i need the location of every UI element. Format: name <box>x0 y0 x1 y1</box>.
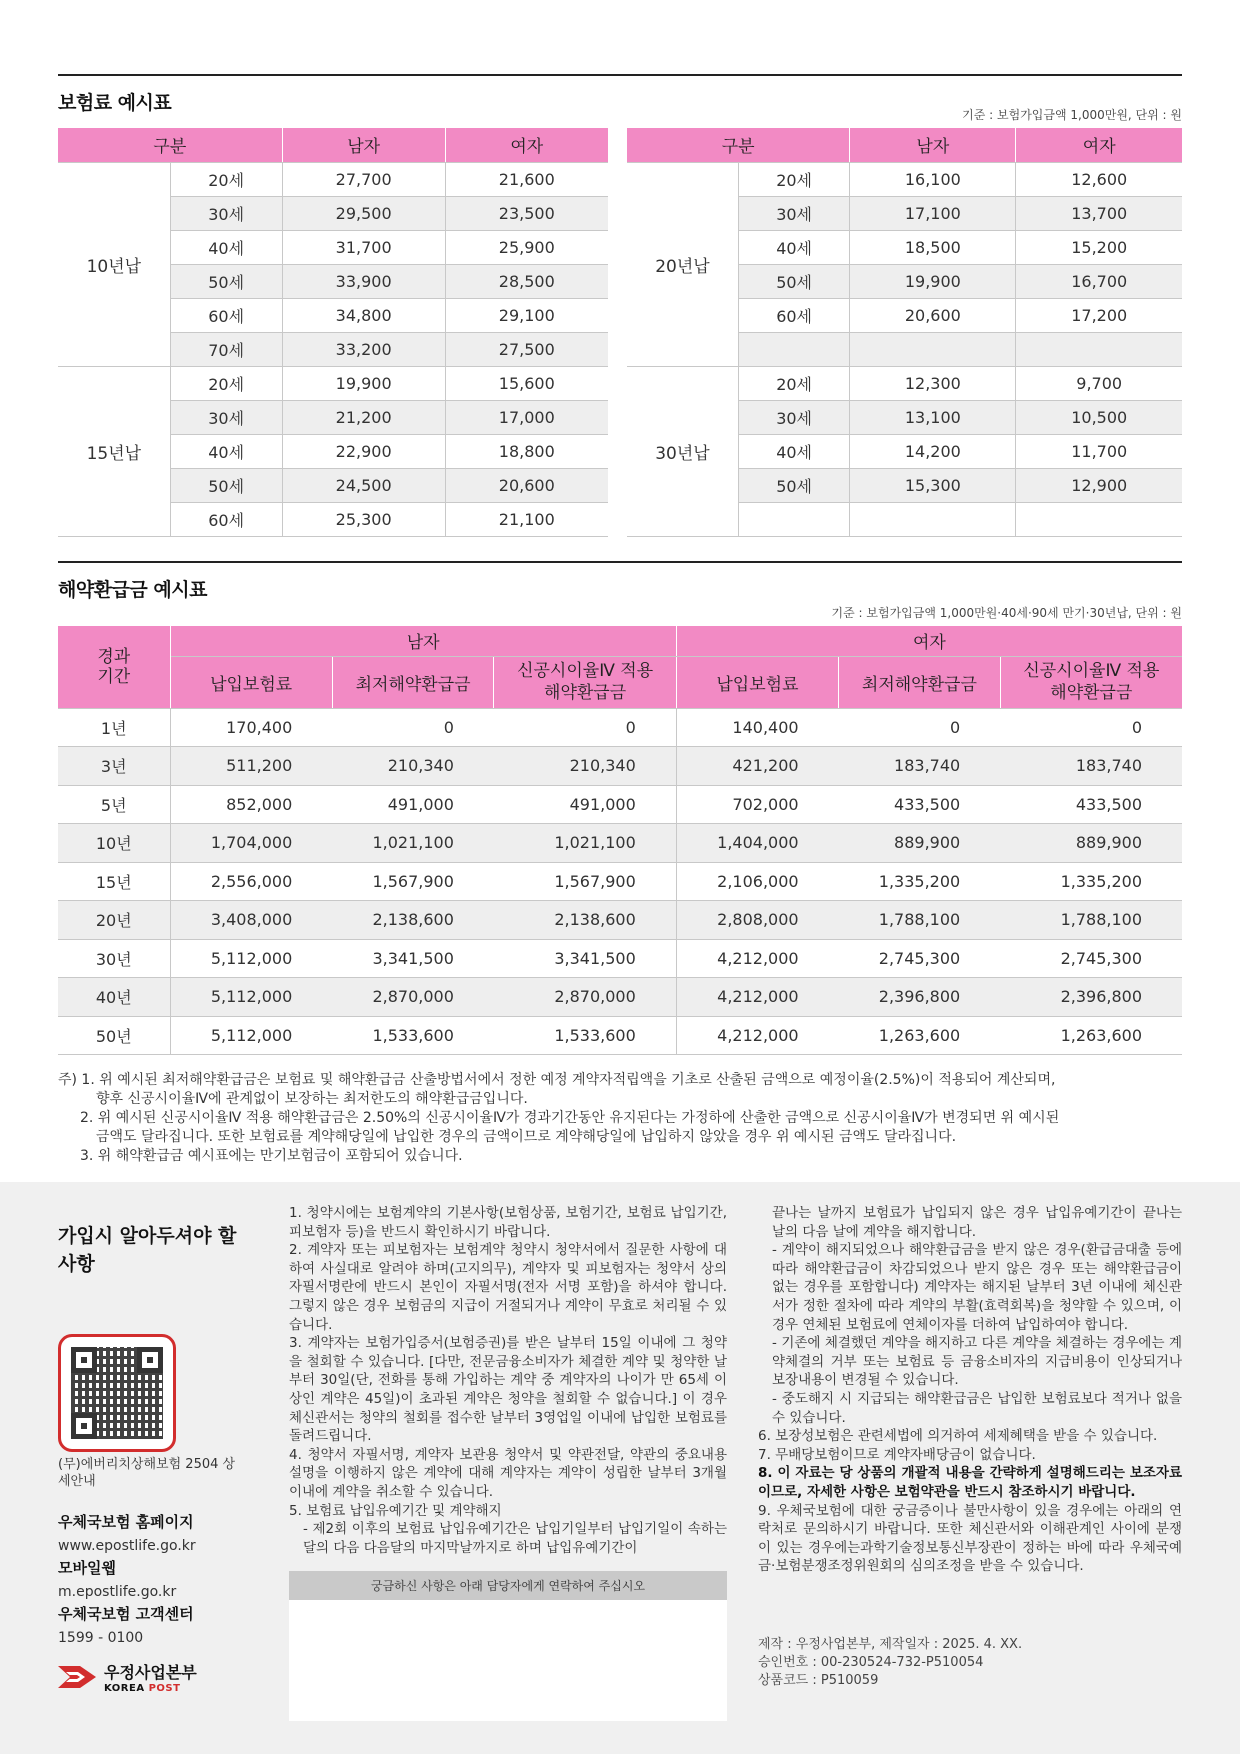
logo-text-ko: 우정사업본부 <box>104 1663 197 1682</box>
refund-row <box>58 939 1182 978</box>
notice-item: 5. 보험료 납입유예기간 및 계약해지 <box>289 1502 502 1519</box>
logo-text-en: KOREA POST <box>104 1683 181 1694</box>
premium-row <box>58 162 608 196</box>
age-cell: 40세 <box>738 434 849 468</box>
mobile-label: 모바일웹 <box>58 1559 116 1577</box>
female-cell: 12,600 <box>1016 162 1182 196</box>
female-cell: 17,000 <box>445 400 608 434</box>
premium-row <box>58 366 608 400</box>
age-cell: 30세 <box>170 196 282 230</box>
age-cell: 50세 <box>738 264 849 298</box>
age-cell: 60세 <box>738 298 849 332</box>
amount-cell: 2,138,600 <box>332 901 494 940</box>
notice-column-2 <box>758 1204 1182 1576</box>
production-meta <box>758 1636 1022 1690</box>
age-cell: 30세 <box>738 400 849 434</box>
premium-row <box>627 162 1182 196</box>
amount-cell: 183,740 <box>1000 747 1182 786</box>
refund-row <box>58 862 1182 901</box>
male-cell: 16,100 <box>850 162 1016 196</box>
amount-cell: 2,808,000 <box>676 901 838 940</box>
note-line: 금액도 달라집니다. 또한 보험료를 계약해당일에 납입한 경우의 금액이므로 계약해당일에 납입하지 않았을 경우 위 예시된 금액도 달라집니다. <box>96 1129 957 1145</box>
amount-cell: 2,138,600 <box>494 901 676 940</box>
meta-line: 상품코드 : P510059 <box>758 1673 879 1688</box>
header-male: 남자 <box>170 626 676 656</box>
period-cell: 40년 <box>58 978 170 1017</box>
male-cell: 12,300 <box>850 366 1016 400</box>
amount-cell: 433,500 <box>839 785 1001 824</box>
amount-cell: 1,788,100 <box>839 901 1001 940</box>
amount-cell: 140,400 <box>676 708 838 747</box>
refund-basis: 기준 : 보험가입금액 1,000만원·40세·90세 만기·30년납, 단위 : 원 <box>831 606 1182 620</box>
qr-caption: (무)에버리치상해보험 2504 상세안내 <box>58 1457 236 1489</box>
refund-row <box>58 901 1182 940</box>
refund-row <box>58 747 1182 786</box>
premium-basis: 기준 : 보험가입금액 1,000만원, 단위 : 원 <box>962 108 1182 122</box>
female-cell: 15,600 <box>445 366 608 400</box>
premium-title: 보험료 예시표 <box>58 92 172 114</box>
amount-cell: 2,870,000 <box>494 978 676 1017</box>
female-cell: 21,600 <box>445 162 608 196</box>
notice-item: - 제2회 이후의 보험료 납입유예기간은 납입기일부터 납입기일이 속하는 달의 다음 다음달의 마지막날까지로 하며 납입유예기간이 <box>303 1521 727 1556</box>
amount-cell: 0 <box>494 708 676 747</box>
male-cell <box>850 332 1016 366</box>
header-category: 구분 <box>58 128 282 162</box>
meta-line: 승인번호 : 00-230524-732-P510054 <box>758 1655 984 1670</box>
amount-cell: 889,900 <box>839 824 1001 863</box>
notice-item: 1. 청약시에는 보험계약의 기본사항(보험상품, 보험기간, 보험료 납입기간, 피보험자 등)을 반드시 확인하시기 바랍니다. <box>289 1205 727 1240</box>
period-cell: 10년 <box>58 824 170 863</box>
amount-cell: 183,740 <box>839 747 1001 786</box>
age-cell: 40세 <box>170 230 282 264</box>
period-cell: 20년 <box>58 901 170 940</box>
premium-table-right <box>627 128 1182 537</box>
header-paid-premium: 납입보험료 <box>170 656 332 708</box>
header-rate-refund: 신공시이율Ⅳ 적용 해약환급금 <box>494 656 676 708</box>
period-cell: 1년 <box>58 708 170 747</box>
refund-row <box>58 708 1182 747</box>
age-cell: 40세 <box>170 434 282 468</box>
amount-cell: 1,788,100 <box>1000 901 1182 940</box>
age-cell: 50세 <box>738 468 849 502</box>
male-cell: 13,100 <box>850 400 1016 434</box>
age-cell: 20세 <box>170 366 282 400</box>
header-category: 구분 <box>627 128 850 162</box>
amount-cell: 433,500 <box>1000 785 1182 824</box>
female-cell <box>1016 332 1182 366</box>
notice-item: - 중도해지 시 지급되는 해약환급금은 납입한 보험료보다 적거나 없을 수 있습니다. <box>772 1390 1182 1426</box>
amount-cell: 2,870,000 <box>332 978 494 1017</box>
age-cell: 60세 <box>170 502 282 536</box>
notice-item: - 기존에 체결했던 계약을 해지하고 다른 계약을 체결하는 경우에는 계약체결의 거부 또는 보험료 등 금융소비자의 지급비용이 인상되거나 보장내용이 변경될 수 있습니다. <box>772 1335 1182 1389</box>
header-female: 여자 <box>1016 128 1182 162</box>
center-phone: 1599 - 0100 <box>58 1630 144 1646</box>
amount-cell: 1,021,100 <box>332 824 494 863</box>
payment-period-cell: 30년납 <box>627 366 738 536</box>
header-min-refund: 최저해약환급금 <box>332 656 494 708</box>
premium-row <box>627 366 1182 400</box>
age-cell: 50세 <box>170 468 282 502</box>
female-cell: 13,700 <box>1016 196 1182 230</box>
age-cell: 40세 <box>738 230 849 264</box>
header-rate-refund: 신공시이율Ⅳ 적용 해약환급금 <box>1000 656 1182 708</box>
amount-cell: 1,335,200 <box>1000 862 1182 901</box>
male-cell: 20,600 <box>850 298 1016 332</box>
female-cell: 17,200 <box>1016 298 1182 332</box>
male-cell: 24,500 <box>282 468 445 502</box>
male-cell <box>850 502 1016 536</box>
amount-cell: 1,533,600 <box>494 1016 676 1055</box>
female-cell: 16,700 <box>1016 264 1182 298</box>
amount-cell: 1,567,900 <box>332 862 494 901</box>
age-cell: 30세 <box>170 400 282 434</box>
amount-cell: 5,112,000 <box>170 978 332 1017</box>
age-cell: 20세 <box>738 366 849 400</box>
note-line: 2. 위 예시된 신공시이율Ⅳ 적용 해약환급금은 2.50%의 신공시이율Ⅳ가 경과기간동안 유지된다는 가정하에 산출한 금액으로 신공시이율Ⅳ가 변경되면 위 예시된 <box>80 1110 1060 1126</box>
female-cell: 15,200 <box>1016 230 1182 264</box>
korea-post-logo <box>58 1660 197 1694</box>
male-cell: 22,900 <box>282 434 445 468</box>
notice-item: 2. 계약자 또는 피보험자는 보험계약 청약시 청약서에서 질문한 사항에 대하여 사실대로 알려야 하며(고지의무), 계약자 및 피보험자는 청약서 상의 자필서명란에 반드시 본인이 자필서명(전자 서명 포함)을 하셔야 합니다. 그렇지 않은 경우 보험금의 지급이 거절되거나 계약이 무효로 처리될 수 있습니다. <box>289 1242 727 1333</box>
age-cell <box>738 502 849 536</box>
female-cell: 12,900 <box>1016 468 1182 502</box>
age-cell: 60세 <box>170 298 282 332</box>
header-female: 여자 <box>676 626 1182 656</box>
amount-cell: 0 <box>332 708 494 747</box>
header-female: 여자 <box>445 128 608 162</box>
qr-code-icon[interactable] <box>58 1334 176 1452</box>
notice-item: - 계약이 해지되었으나 해약환급금을 받지 않은 경우(환급금대출 등에 따라 해약환급금이 차감되었으나 받지 않은 경우 또는 해약환급금이 없는 경우를 포함합니다) 계약자는 해지된 날부터 3년 이내에 체신관서가 정한 절차에 따라 계약의 부활(효력회복)을 청약할 수 있으며, 이 경우 연체된 보험료에 연체이자를 더하여 납입하여야 합니다. <box>772 1242 1182 1333</box>
period-cell: 3년 <box>58 747 170 786</box>
amount-cell: 3,341,500 <box>494 939 676 978</box>
header-paid-premium: 납입보험료 <box>676 656 838 708</box>
notice-column-1 <box>289 1204 727 1557</box>
female-cell: 10,500 <box>1016 400 1182 434</box>
amount-cell: 1,533,600 <box>332 1016 494 1055</box>
female-cell: 18,800 <box>445 434 608 468</box>
female-cell: 21,100 <box>445 502 608 536</box>
refund-row <box>58 1016 1182 1055</box>
payment-period-cell: 15년납 <box>58 366 170 536</box>
male-cell: 14,200 <box>850 434 1016 468</box>
age-cell: 20세 <box>738 162 849 196</box>
male-cell: 33,900 <box>282 264 445 298</box>
amount-cell: 421,200 <box>676 747 838 786</box>
payment-period-cell: 20년납 <box>627 162 738 366</box>
male-cell: 27,700 <box>282 162 445 196</box>
female-cell <box>1016 502 1182 536</box>
header-min-refund: 최저해약환급금 <box>839 656 1001 708</box>
meta-line: 제작 : 우정사업본부, 제작일자 : 2025. 4. XX. <box>758 1637 1023 1652</box>
amount-cell: 511,200 <box>170 747 332 786</box>
period-cell: 50년 <box>58 1016 170 1055</box>
amount-cell: 2,556,000 <box>170 862 332 901</box>
notice-item: 3. 계약자는 보험가입증서(보험증권)를 받은 날부터 15일 이내에 그 청약을 철회할 수 있습니다. [다만, 전문금융소비자가 체결한 계약 및 청약한 날부터 30일(단, 전화를 통해 가입하는 계약 중 계약자의 나이가 만 65세 이상인 계약은 45일)이 초과된 계약은 청약을 철회할 수 없습니다.] 이 경우 체신관서는 청약의 철회를 접수한 날부터 3영업일 이내에 납입한 보험료를 돌려드립니다. <box>289 1335 727 1445</box>
header-male: 남자 <box>282 128 445 162</box>
female-cell: 23,500 <box>445 196 608 230</box>
mobile-link[interactable]: m.epostlife.go.kr <box>58 1584 177 1600</box>
amount-cell: 1,021,100 <box>494 824 676 863</box>
refund-table <box>58 626 1182 1055</box>
female-cell: 27,500 <box>445 332 608 366</box>
amount-cell: 1,335,200 <box>839 862 1001 901</box>
amount-cell: 1,263,600 <box>839 1016 1001 1055</box>
amount-cell: 852,000 <box>170 785 332 824</box>
amount-cell: 0 <box>1000 708 1182 747</box>
refund-row <box>58 978 1182 1017</box>
male-cell: 21,200 <box>282 400 445 434</box>
homepage-label: 우체국보험 홈페이지 <box>58 1513 194 1531</box>
amount-cell: 2,106,000 <box>676 862 838 901</box>
amount-cell: 0 <box>839 708 1001 747</box>
male-cell: 17,100 <box>850 196 1016 230</box>
period-cell: 15년 <box>58 862 170 901</box>
male-cell: 19,900 <box>850 264 1016 298</box>
notice-item-bold: 8. 이 자료는 당 상품의 개괄적 내용을 간략하게 설명해드리는 보조자료 이므로, 자세한 사항은 보험약관을 반드시 참조하시기 바랍니다. <box>758 1465 1182 1500</box>
amount-cell: 210,340 <box>332 747 494 786</box>
male-cell: 25,300 <box>282 502 445 536</box>
age-cell: 30세 <box>738 196 849 230</box>
note-line: 3. 위 해약환급금 예시표에는 만기보험금이 포함되어 있습니다. <box>80 1148 463 1164</box>
amount-cell: 170,400 <box>170 708 332 747</box>
section-rule <box>58 74 1182 76</box>
amount-cell: 4,212,000 <box>676 939 838 978</box>
female-cell: 9,700 <box>1016 366 1182 400</box>
amount-cell: 210,340 <box>494 747 676 786</box>
period-cell: 30년 <box>58 939 170 978</box>
amount-cell: 4,212,000 <box>676 978 838 1017</box>
info-title: 가입시 알아두셔야 할 사항 <box>58 1225 237 1275</box>
amount-cell: 2,396,800 <box>1000 978 1182 1017</box>
refund-title: 해약환급금 예시표 <box>58 579 207 601</box>
male-cell: 33,200 <box>282 332 445 366</box>
refund-row <box>58 824 1182 863</box>
header-period: 경과 기간 <box>58 626 170 708</box>
male-cell: 15,300 <box>850 468 1016 502</box>
korea-post-logo-icon <box>58 1662 96 1692</box>
male-cell: 29,500 <box>282 196 445 230</box>
contact-box <box>289 1571 727 1721</box>
amount-cell: 5,112,000 <box>170 1016 332 1055</box>
female-cell: 25,900 <box>445 230 608 264</box>
age-cell: 70세 <box>170 332 282 366</box>
amount-cell: 2,745,300 <box>1000 939 1182 978</box>
amount-cell: 1,704,000 <box>170 824 332 863</box>
notice-item: 4. 청약서 자필서명, 계약자 보관용 청약서 및 약관전달, 약관의 중요내용 설명을 이행하지 않은 계약에 대해 계약자는 계약이 성립한 날부터 3개월 이내에 계약을 취소할 수 있습니다. <box>289 1446 727 1500</box>
notice-item: 끝나는 날까지 보험료가 납입되지 않은 경우 납입유예기간이 끝나는 날의 다음 날에 계약을 해지합니다. <box>772 1205 1182 1240</box>
amount-cell: 3,408,000 <box>170 901 332 940</box>
amount-cell: 5,112,000 <box>170 939 332 978</box>
homepage-link[interactable]: www.epostlife.go.kr <box>58 1538 196 1554</box>
notice-item: 6. 보장성보험은 관련세법에 의거하여 세제혜택을 받을 수 있습니다. <box>758 1428 1158 1445</box>
amount-cell: 3,341,500 <box>332 939 494 978</box>
footnotes <box>58 1071 1182 1166</box>
amount-cell: 491,000 <box>494 785 676 824</box>
male-cell: 34,800 <box>282 298 445 332</box>
female-cell: 28,500 <box>445 264 608 298</box>
refund-row <box>58 785 1182 824</box>
amount-cell: 2,745,300 <box>839 939 1001 978</box>
amount-cell: 4,212,000 <box>676 1016 838 1055</box>
age-cell: 50세 <box>170 264 282 298</box>
male-cell: 31,700 <box>282 230 445 264</box>
amount-cell: 1,263,600 <box>1000 1016 1182 1055</box>
age-cell: 20세 <box>170 162 282 196</box>
period-cell: 5년 <box>58 785 170 824</box>
female-cell: 29,100 <box>445 298 608 332</box>
amount-cell: 2,396,800 <box>839 978 1001 1017</box>
note-line: 향후 신공시이율Ⅳ에 관계없이 보장하는 최저한도의 해약환급금입니다. <box>96 1091 528 1107</box>
header-male: 남자 <box>850 128 1016 162</box>
premium-table-left <box>58 128 608 537</box>
female-cell: 20,600 <box>445 468 608 502</box>
male-cell: 18,500 <box>850 230 1016 264</box>
notice-item: 7. 무배당보험이므로 계약자배당금이 없습니다. <box>758 1446 1036 1463</box>
note-line: 주) 1. 위 예시된 최저해약환급금은 보험료 및 해약환급금 산출방법서에서 정한 예정 계약자적립액을 기초로 산출된 금액으로 예정이율(2.5%)이 적용되어 계산되며, <box>58 1072 1056 1088</box>
male-cell: 19,900 <box>282 366 445 400</box>
notice-item: 9. 우체국보험에 대한 궁금증이나 불만사항이 있을 경우에는 아래의 연락처로 문의하시기 바랍니다. 또한 체신관서와 이해관계인 사이에 분쟁이 있는 경우에는과학기술정보통신부장관이 정하는 바에 따라 우체국예금·보험분쟁조정위원회의 심의조정을 받을 수 있습니다. <box>758 1502 1182 1575</box>
contact-header: 궁금하신 사항은 아래 담당자에게 연락하여 주십시오 <box>289 1571 727 1600</box>
age-cell <box>738 332 849 366</box>
female-cell: 11,700 <box>1016 434 1182 468</box>
amount-cell: 702,000 <box>676 785 838 824</box>
amount-cell: 1,404,000 <box>676 824 838 863</box>
amount-cell: 1,567,900 <box>494 862 676 901</box>
amount-cell: 491,000 <box>332 785 494 824</box>
amount-cell: 889,900 <box>1000 824 1182 863</box>
center-label: 우체국보험 고객센터 <box>58 1605 194 1623</box>
payment-period-cell: 10년납 <box>58 162 170 366</box>
section-rule <box>58 561 1182 563</box>
